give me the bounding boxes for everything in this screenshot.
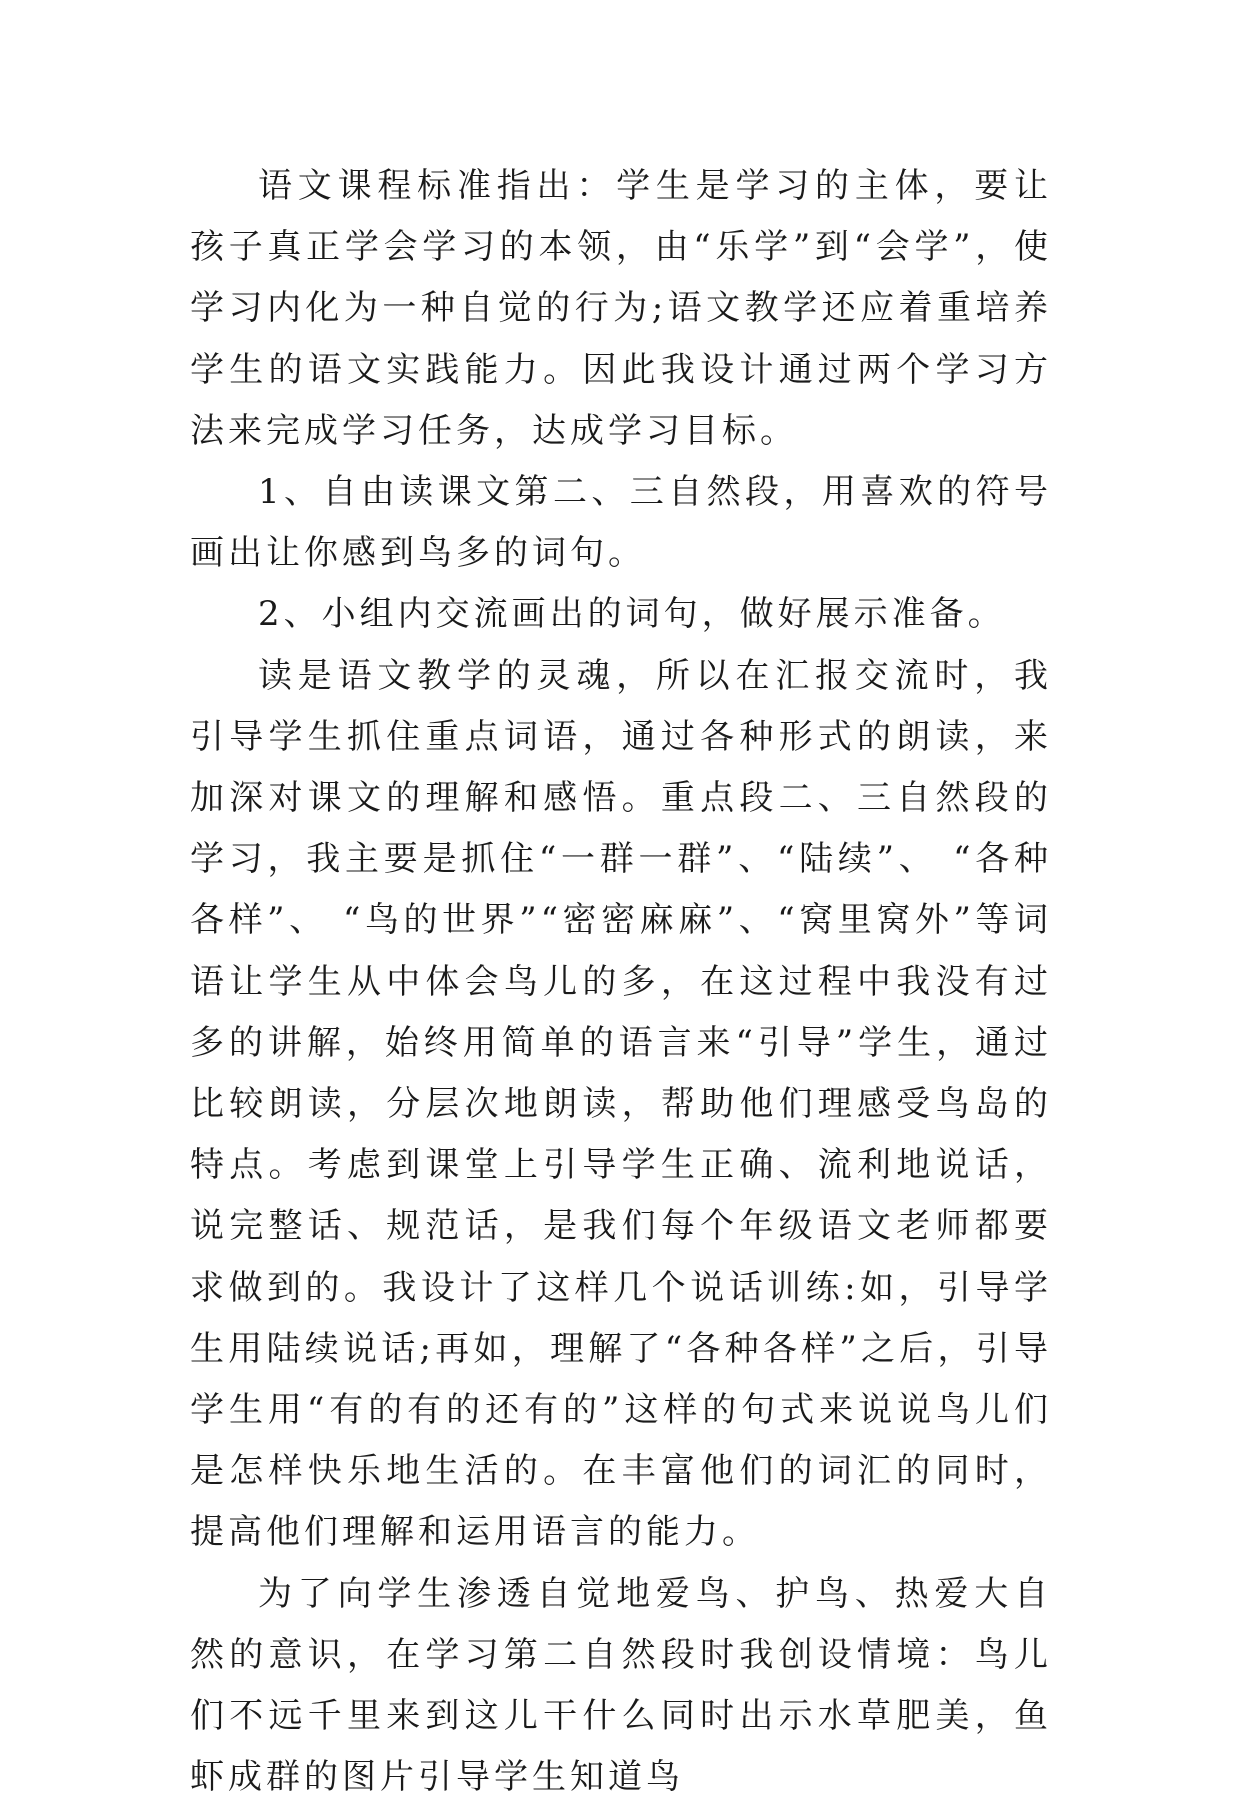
document-body bbox=[190, 156, 1052, 1808]
paragraph-curriculum-standard: 语文课程标准指出：学生是学习的主体，要让孩子真正学会学习的本领，由“乐学”到“会学”，使学习内化为一种自觉的行为;语文教学还应着重培养学生的语文实践能力。因此我设计通过两个学习方法来完成学习任务，达成学习目标。 bbox=[190, 166, 1052, 451]
paragraph-bird-protection: 为了向学生渗透自觉地爱鸟、护鸟、热爱大自然的意识，在学习第二自然段时我创设情境：鸟儿们不远千里来到这儿干什么同时出示水草肥美，鱼虾成群的图片引导学生知道鸟 bbox=[190, 1573, 1052, 1798]
paragraph-reading-teaching: 读是语文教学的灵魂，所以在汇报交流时，我引导学生抓住重点词语，通过各种形式的朗读，来加深对课文的理解和感悟。重点段二、三自然段的学习，我主要是抓住“一群一群”、“陆续”、 “各种各样”、 “鸟的世界”“密密麻麻”、“窝里窝外”等词语让学生从中体会鸟儿的多，在这过程中我没有过多的讲解，始终用简单的语言来“引导”学生，通过比较朗读，分层次地朗读，帮助他们理感受鸟岛的特点。考虑到课堂上引导学生正确、流利地说话，说完整话、规范话，是我们每个年级语文老师都要求做到的。我设计了这样几个说话训练:如，引导学生用陆续说话;再如，理解了“各种各样”之后，引导学生用“有的有的还有的”这样的句式来说说鸟儿们是怎样快乐地生活的。在丰富他们的词汇的同时，提高他们理解和运用语言的能力。 bbox=[190, 655, 1052, 1553]
paragraph-task-1: 1、自由读课文第二、三自然段，用喜欢的符号画出让你感到鸟多的词句。 bbox=[190, 472, 1052, 574]
paragraph-task-2: 2、小组内交流画出的词句，做好展示准备。 bbox=[258, 594, 1006, 635]
